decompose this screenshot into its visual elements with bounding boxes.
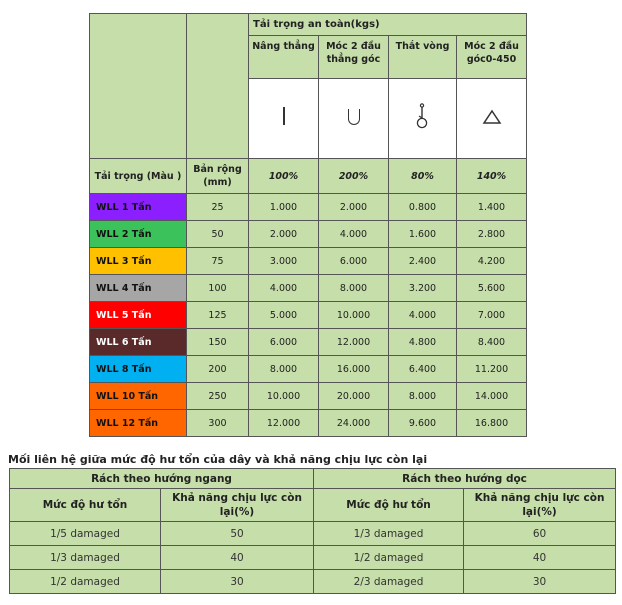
vertical-symbol-cell — [249, 79, 319, 159]
table-row — [10, 546, 616, 570]
vertical-tear-header: Rách theo hướng dọc — [314, 469, 616, 489]
load-value: 5.600 — [457, 275, 527, 302]
width-value: 300 — [187, 410, 249, 437]
load-value: 10.000 — [249, 383, 319, 410]
remaining-capacity: 50 — [161, 522, 314, 546]
col-capacity-header: Khả năng chịu lực còn lại(%) — [464, 489, 616, 522]
load-value: 4.000 — [389, 302, 457, 329]
load-value: 3.200 — [389, 275, 457, 302]
percent-choke: 80% — [389, 159, 457, 194]
load-value: 2.000 — [319, 194, 389, 221]
vertical-line-icon — [283, 107, 285, 125]
load-value: 16.000 — [319, 356, 389, 383]
load-value: 6.400 — [389, 356, 457, 383]
load-value: 12.000 — [249, 410, 319, 437]
col-damage-header: Mức độ hư tổn — [314, 489, 464, 522]
load-value: 10.000 — [319, 302, 389, 329]
method-label-vertical: Nâng thẳng — [249, 36, 319, 79]
percent-angle: 140% — [457, 159, 527, 194]
table-row — [10, 570, 616, 594]
load-value: 16.800 — [457, 410, 527, 437]
table-row — [90, 248, 527, 275]
load-value: 8.000 — [389, 383, 457, 410]
remaining-capacity: 30 — [161, 570, 314, 594]
load-value: 6.000 — [319, 248, 389, 275]
horizontal-tear-header: Rách theo hướng ngang — [10, 469, 314, 489]
load-value: 3.000 — [249, 248, 319, 275]
wll-label: WLL 3 Tấn — [90, 248, 187, 275]
load-value: 9.600 — [389, 410, 457, 437]
percent-vertical: 100% — [249, 159, 319, 194]
table-row — [90, 275, 527, 302]
damage-level: 2/3 damaged — [314, 570, 464, 594]
remaining-capacity: 40 — [161, 546, 314, 570]
load-value: 4.800 — [389, 329, 457, 356]
choke-hitch-icon — [416, 103, 430, 129]
wll-label: WLL 5 Tấn — [90, 302, 187, 329]
width-value: 100 — [187, 275, 249, 302]
load-value: 24.000 — [319, 410, 389, 437]
table-row — [90, 194, 527, 221]
load-value: 2.000 — [249, 221, 319, 248]
angle-symbol-cell — [457, 79, 527, 159]
col-capacity-header: Khả năng chịu lực còn lại(%) — [161, 489, 314, 522]
blank-header-cell — [187, 14, 249, 159]
damage-table — [9, 468, 616, 594]
load-value: 7.000 — [457, 302, 527, 329]
remaining-capacity: 60 — [464, 522, 616, 546]
table-row — [90, 302, 527, 329]
load-value: 11.200 — [457, 356, 527, 383]
wll-label: WLL 4 Tấn — [90, 275, 187, 302]
method-label-basket: Móc 2 đầu thẳng góc — [319, 36, 389, 79]
width-value: 75 — [187, 248, 249, 275]
load-value: 8.000 — [319, 275, 389, 302]
choke-symbol-cell — [389, 79, 457, 159]
load-value: 4.000 — [319, 221, 389, 248]
table-row — [10, 522, 616, 546]
load-value: 14.000 — [457, 383, 527, 410]
method-label-angle: Móc 2 đầu góc0-450 — [457, 36, 527, 79]
basket-symbol-cell — [319, 79, 389, 159]
load-value: 8.000 — [249, 356, 319, 383]
safe-load-table — [89, 13, 527, 437]
damage-level: 1/3 damaged — [314, 522, 464, 546]
table-row — [90, 221, 527, 248]
safe-load-header: Tải trọng an toàn(kgs) — [249, 14, 527, 36]
load-value: 5.000 — [249, 302, 319, 329]
load-value: 4.200 — [457, 248, 527, 275]
damage-level: 1/3 damaged — [10, 546, 161, 570]
wll-label: WLL 2 Tấn — [90, 221, 187, 248]
wll-label: WLL 12 Tấn — [90, 410, 187, 437]
load-value: 4.000 — [249, 275, 319, 302]
width-value: 150 — [187, 329, 249, 356]
remaining-capacity: 40 — [464, 546, 616, 570]
load-value: 0.800 — [389, 194, 457, 221]
wll-label: WLL 10 Tấn — [90, 383, 187, 410]
wll-label: WLL 6 Tấn — [90, 329, 187, 356]
load-value: 1.400 — [457, 194, 527, 221]
u-shape-icon — [348, 109, 360, 125]
damage-caption: Mối liên hệ giữa mức độ hư tổn của dây và khả năng chịu lực còn lại — [8, 453, 428, 466]
load-value: 6.000 — [249, 329, 319, 356]
damage-level: 1/2 damaged — [314, 546, 464, 570]
col-load-label: Tải trọng (Màu ) — [90, 159, 187, 194]
wll-label: WLL 8 Tấn — [90, 356, 187, 383]
load-value: 1.600 — [389, 221, 457, 248]
table-row — [90, 410, 527, 437]
wll-label: WLL 1 Tấn — [90, 194, 187, 221]
load-value: 1.000 — [249, 194, 319, 221]
table-row — [90, 383, 527, 410]
width-value: 50 — [187, 221, 249, 248]
table-row — [90, 356, 527, 383]
damage-level: 1/2 damaged — [10, 570, 161, 594]
table-row — [90, 329, 527, 356]
percent-basket: 200% — [319, 159, 389, 194]
col-damage-header: Mức độ hư tổn — [10, 489, 161, 522]
load-value: 2.800 — [457, 221, 527, 248]
method-label-choke: Thắt vòng — [389, 36, 457, 79]
blank-header-cell — [90, 14, 187, 159]
remaining-capacity: 30 — [464, 570, 616, 594]
damage-level: 1/5 damaged — [10, 522, 161, 546]
load-value: 20.000 — [319, 383, 389, 410]
width-value: 125 — [187, 302, 249, 329]
col-width-label: Bản rộng (mm) — [187, 159, 249, 194]
load-value: 8.400 — [457, 329, 527, 356]
load-value: 12.000 — [319, 329, 389, 356]
width-value: 25 — [187, 194, 249, 221]
width-value: 250 — [187, 383, 249, 410]
load-value: 2.400 — [389, 248, 457, 275]
width-value: 200 — [187, 356, 249, 383]
triangle-icon — [482, 109, 502, 125]
